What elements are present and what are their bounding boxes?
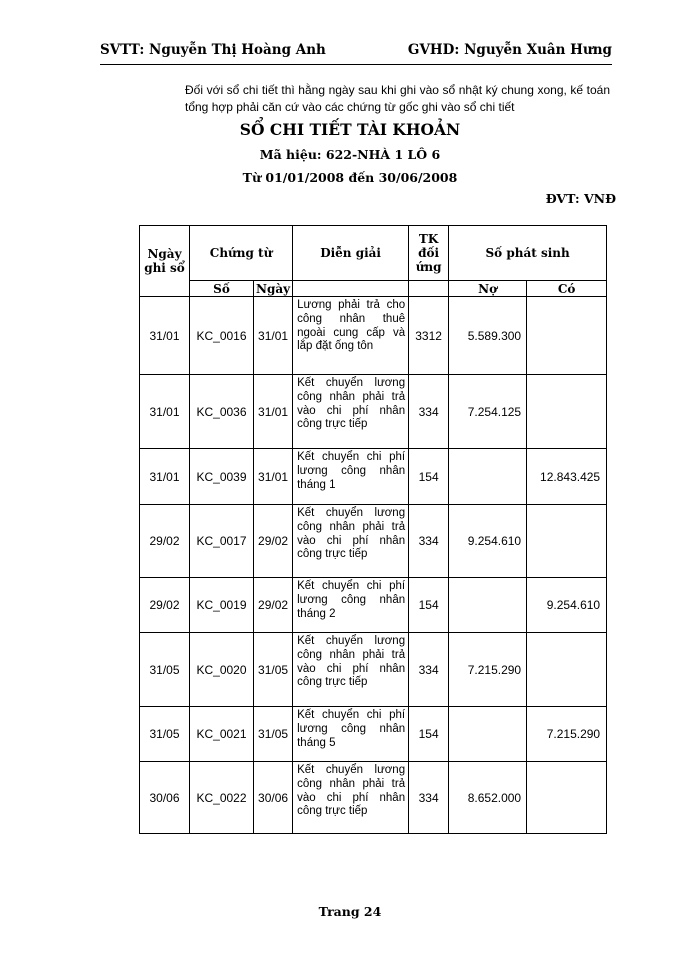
row-voucher-date: 29/02	[254, 578, 293, 633]
period-range: Từ 01/01/2008 đến 30/06/2008	[242, 170, 458, 185]
row-debit: 9.254.610	[449, 505, 527, 578]
row-date: 31/01	[140, 449, 190, 505]
row-date: 29/02	[140, 578, 190, 633]
row-debit	[449, 707, 527, 762]
header-credit: Có	[527, 281, 607, 297]
row-account: 334	[409, 762, 449, 834]
row-voucher-no: KC_0021	[190, 707, 254, 762]
row-voucher-date: 31/05	[254, 633, 293, 707]
row-date: 31/05	[140, 633, 190, 707]
row-description: Kết chuyển lương công nhân phải trả vào chi phí nhân công trực tiếp	[293, 505, 409, 578]
row-date: 31/05	[140, 707, 190, 762]
row-description: Kết chuyển chi phí lương công nhân tháng 2	[293, 578, 409, 633]
intro-paragraph	[140, 82, 610, 116]
row-debit: 7.254.125	[449, 375, 527, 449]
table-row	[140, 633, 607, 707]
row-voucher-date: 30/06	[254, 762, 293, 834]
account-code: Mã hiệu: 622-NHÀ 1 LÔ 6	[259, 147, 441, 162]
row-credit	[527, 297, 607, 375]
row-voucher-no: KC_0039	[190, 449, 254, 505]
row-date: 29/02	[140, 505, 190, 578]
row-debit	[449, 449, 527, 505]
header-voucher-date: Ngày	[254, 281, 293, 297]
row-voucher-no: KC_0019	[190, 578, 254, 633]
row-credit: 7.215.290	[527, 707, 607, 762]
student-name: SVTT: Nguyễn Thị Hoàng Anh	[100, 42, 326, 58]
row-voucher-no: KC_0017	[190, 505, 254, 578]
header-voucher-no: Số	[190, 281, 254, 297]
row-voucher-date: 31/01	[254, 449, 293, 505]
row-date: 31/01	[140, 297, 190, 375]
row-description: Kết chuyển chi phí lương công nhân tháng 5	[293, 707, 409, 762]
row-date: 31/01	[140, 375, 190, 449]
row-account: 154	[409, 707, 449, 762]
row-debit	[449, 578, 527, 633]
header-amount: Số phát sinh	[449, 226, 607, 281]
header-debit: Nợ	[449, 281, 527, 297]
ledger-table	[139, 225, 607, 834]
supervisor-name: GVHD: Nguyễn Xuân Hưng	[407, 42, 612, 58]
table-row	[140, 375, 607, 449]
row-account: 154	[409, 449, 449, 505]
row-date: 30/06	[140, 762, 190, 834]
row-voucher-date: 31/01	[254, 375, 293, 449]
table-row	[140, 762, 607, 834]
row-voucher-no: KC_0020	[190, 633, 254, 707]
row-account: 334	[409, 633, 449, 707]
table-row	[140, 297, 607, 375]
table-row	[140, 578, 607, 633]
row-description: Lương phải trả cho công nhân thuê ngoài cung cấp và lắp đặt ống tôn	[293, 297, 409, 375]
row-account: 334	[409, 375, 449, 449]
table-row	[140, 449, 607, 505]
row-description: Kết chuyển lương công nhân phải trả vào chi phí nhân công trực tiếp	[293, 762, 409, 834]
row-account: 3312	[409, 297, 449, 375]
header-description: Diễn giải	[293, 226, 409, 281]
row-credit	[527, 505, 607, 578]
row-voucher-date: 29/02	[254, 505, 293, 578]
row-debit: 8.652.000	[449, 762, 527, 834]
row-description: Kết chuyển chi phí lương công nhân tháng 1	[293, 449, 409, 505]
row-voucher-no: KC_0016	[190, 297, 254, 375]
header-date: Ngày ghi sổ	[140, 226, 190, 297]
table-row	[140, 707, 607, 762]
header-account: TK đối ứng	[409, 226, 449, 281]
row-credit	[527, 633, 607, 707]
row-account: 154	[409, 578, 449, 633]
currency-unit: ĐVT: VNĐ	[545, 191, 616, 206]
row-credit	[527, 375, 607, 449]
row-voucher-no: KC_0022	[190, 762, 254, 834]
header-account-blank	[409, 281, 449, 297]
row-voucher-no: KC_0036	[190, 375, 254, 449]
document-title: SỔ CHI TIẾT TÀI KHOẢN	[239, 120, 461, 139]
row-debit: 7.215.290	[449, 633, 527, 707]
row-description: Kết chuyển lương công nhân phải trả vào chi phí nhân công trực tiếp	[293, 375, 409, 449]
row-credit: 12.843.425	[527, 449, 607, 505]
row-voucher-date: 31/01	[254, 297, 293, 375]
row-account: 334	[409, 505, 449, 578]
table-row	[140, 505, 607, 578]
row-voucher-date: 31/05	[254, 707, 293, 762]
header-divider	[100, 64, 612, 65]
page-number: Trang 24	[318, 904, 382, 919]
row-description: Kết chuyển lương công nhân phải trả vào chi phí nhân công trực tiếp	[293, 633, 409, 707]
intro-text: Đối với sổ chi tiết thì hằng ngày sau khi ghi vào sổ nhật ký chung xong, kế toán tổng hợp phải căn cứ vào các chứng từ gốc ghi vào sổ chi tiết	[185, 83, 610, 114]
row-debit: 5.589.300	[449, 297, 527, 375]
row-credit: 9.254.610	[527, 578, 607, 633]
row-credit	[527, 762, 607, 834]
header-voucher: Chứng từ	[190, 226, 293, 281]
header-description-blank	[293, 281, 409, 297]
